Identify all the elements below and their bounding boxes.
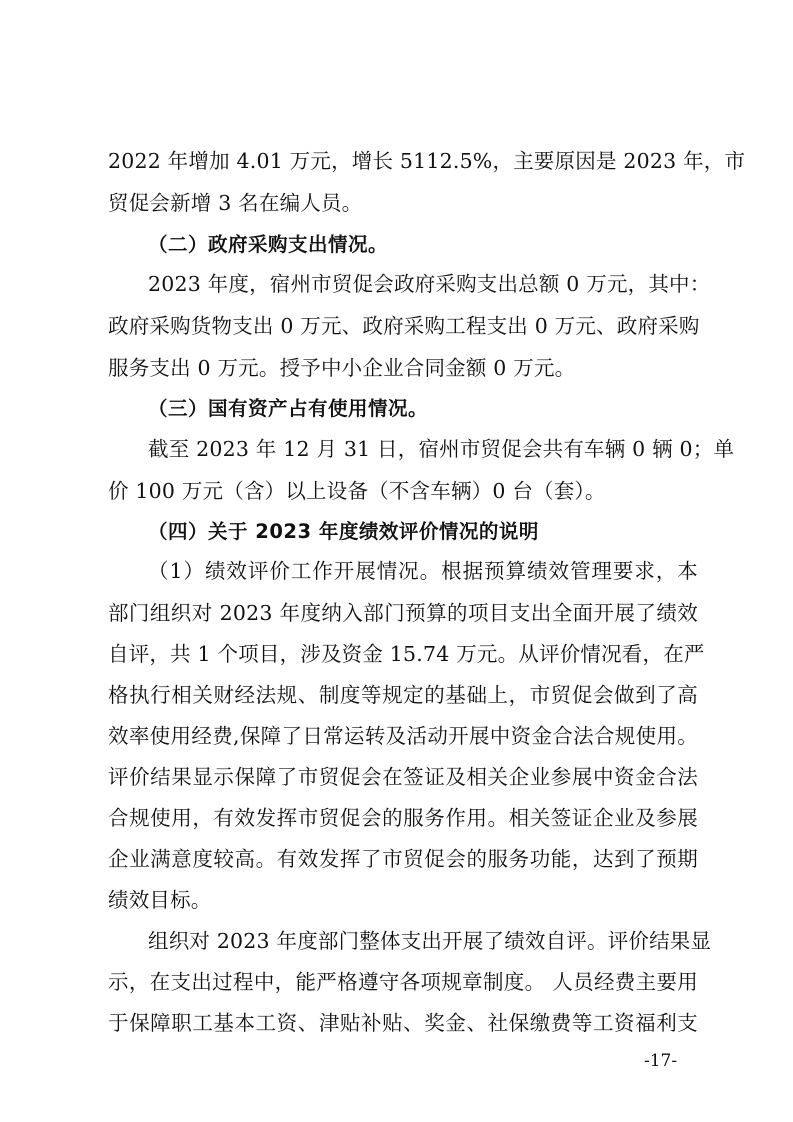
paragraph-line: 2023 年度，宿州市贸促会政府采购支出总额 0 万元，其中：	[148, 272, 711, 296]
paragraph-line: 于保障职工基本工资、津贴补贴、奖金、社保缴费等工资福利支	[108, 1011, 698, 1035]
paragraph-line: 绩效目标。	[108, 888, 212, 912]
section-heading: （二）政府采购支出情况。	[148, 233, 389, 256]
paragraph-line: 格执行相关财经法规、制度等规定的基础上，市贸促会做到了高	[108, 683, 698, 707]
section-heading: （三）国有资产占有使用情况。	[148, 397, 429, 420]
paragraph-line: 政府采购货物支出 0 万元、政府采购工程支出 0 万元、政府采购	[108, 314, 700, 338]
paragraph-line: 示，在支出过程中，能严格遵守各项规章制度。 人员经费主要用	[108, 970, 698, 994]
paragraph-line: 部门组织对 2023 年度纳入部门预算的项目支出全面开展了绩效	[108, 601, 698, 625]
paragraph-line: 效率使用经费,保障了日常运转及活动开展中资金合法合规使用。	[108, 724, 698, 748]
paragraph-line: 贸促会新增 3 名在编人员。	[108, 191, 363, 215]
paragraph-line: 2022 年增加 4.01 万元，增长 5112.5%，主要原因是 2023 年，市	[108, 149, 746, 173]
paragraph-line: 自评，共 1 个项目，涉及资金 15.74 万元。从评价情况看，在严	[108, 642, 705, 666]
paragraph-line: 截至 2023 年 12 月 31 日，宿州市贸促会共有车辆 0 辆 0；单	[148, 437, 735, 461]
page-number: -17-	[644, 1051, 678, 1071]
paragraph-line: 服务支出 0 万元。授予中小企业合同金额 0 万元。	[108, 356, 576, 380]
paragraph-line: 组织对 2023 年度部门整体支出开展了绩效自评。评价结果显	[148, 929, 712, 953]
paragraph-line: 评价结果显示保障了市贸促会在签证及相关企业参展中资金合法	[108, 765, 698, 789]
section-heading: （四）关于 2023 年度绩效评价情况的说明	[148, 520, 539, 543]
paragraph-line: 价 100 万元（含）以上设备（不含车辆）0 台（套）。	[108, 479, 606, 503]
paragraph-line: （1）绩效评价工作开展情况。根据预算绩效管理要求，本	[148, 559, 698, 583]
paragraph-line: 合规使用，有效发挥市贸促会的服务作用。相关签证企业及参展	[108, 806, 698, 830]
paragraph-line: 企业满意度较高。有效发挥了市贸促会的服务功能，达到了预期	[108, 847, 698, 871]
